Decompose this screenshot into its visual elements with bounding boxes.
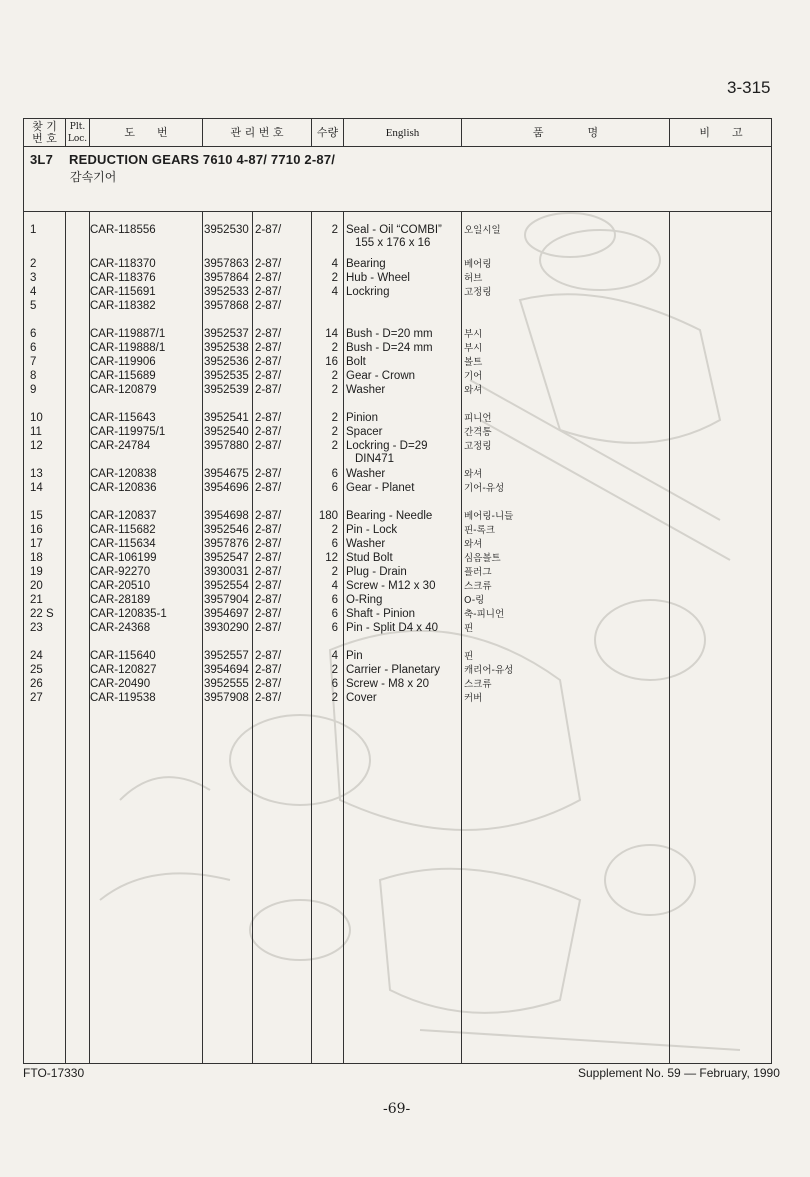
- english-name: Bearing: [346, 258, 386, 270]
- divider: [461, 211, 462, 1063]
- quantity: 6: [331, 608, 338, 620]
- date-code: 2-87/: [255, 468, 282, 480]
- english-name: Screw - M8 x 20: [346, 678, 430, 690]
- korean-name: 허브: [464, 273, 483, 284]
- mgmt-number: 3952530: [204, 224, 249, 236]
- mgmt-number: 3957876: [204, 538, 249, 550]
- find-no: 27: [30, 692, 43, 704]
- part-number: CAR-92270: [90, 566, 151, 578]
- korean-name: 부시: [464, 343, 483, 354]
- divider: [343, 119, 344, 147]
- date-code: 2-87/: [255, 482, 282, 494]
- find-no: 7: [30, 356, 37, 368]
- form-number: FTO-17330: [23, 1066, 85, 1080]
- korean-name: 피니언: [464, 413, 492, 424]
- find-no: 11: [30, 426, 42, 438]
- quantity: 6: [331, 594, 338, 606]
- section-code: 3L7: [30, 152, 54, 167]
- english-name: Lockring: [346, 286, 390, 298]
- mgmt-number: 3957864: [204, 272, 249, 284]
- quantity: 180: [318, 510, 338, 522]
- part-number: CAR-118556: [90, 224, 156, 236]
- mgmt-number: 3954696: [204, 482, 249, 494]
- find-no: 2: [30, 258, 37, 270]
- part-number: CAR-115691: [90, 286, 156, 298]
- part-number: CAR-119538: [90, 692, 156, 704]
- find-no: 25: [30, 664, 43, 676]
- quantity: 2: [331, 384, 338, 396]
- part-number: CAR-20490: [90, 678, 151, 690]
- quantity: 6: [331, 482, 338, 494]
- english-name: O-Ring: [346, 594, 383, 606]
- date-code: 2-87/: [255, 622, 282, 634]
- korean-name: 와셔: [464, 469, 483, 480]
- divider: [202, 211, 203, 1063]
- mgmt-number: 3952557: [204, 650, 249, 662]
- quantity: 2: [331, 370, 338, 382]
- quantity: 16: [325, 356, 338, 368]
- mgmt-number: 3957868: [204, 300, 249, 312]
- english-name: Washer: [346, 468, 386, 480]
- header-drawing-no: 도 번: [124, 125, 168, 139]
- date-code: 2-87/: [255, 664, 282, 676]
- find-no: 26: [30, 678, 43, 690]
- find-no: 8: [30, 370, 37, 382]
- english-name: Bush - D=24 mm: [346, 342, 433, 354]
- korean-name: 기어-유성: [464, 483, 505, 494]
- find-no: 21: [30, 594, 43, 606]
- date-code: 2-87/: [255, 594, 282, 606]
- part-number: CAR-119975/1: [90, 426, 166, 438]
- mgmt-number: 3952539: [204, 384, 249, 396]
- find-no: 6: [30, 342, 37, 354]
- part-number: CAR-118382: [90, 300, 156, 312]
- english-name: Seal - Oil “COMBI”: [346, 224, 442, 236]
- quantity: 2: [331, 412, 338, 424]
- quantity: 12: [325, 552, 338, 564]
- table-header: [24, 119, 771, 147]
- korean-name: 축-피니언: [464, 609, 505, 620]
- mgmt-number: 3952541: [204, 412, 249, 424]
- part-number: CAR-115634: [90, 538, 156, 550]
- date-code: 2-87/: [255, 538, 282, 550]
- mgmt-number: 3952537: [204, 328, 249, 340]
- find-no: 18: [30, 552, 43, 564]
- part-number: CAR-115643: [90, 412, 156, 424]
- date-code: 2-87/: [255, 440, 282, 452]
- section-title: [30, 152, 335, 167]
- part-number: CAR-119887/1: [90, 328, 166, 340]
- date-code: 2-87/: [255, 384, 282, 396]
- quantity: 2: [331, 342, 338, 354]
- quantity: 4: [331, 580, 338, 592]
- english-name: Gear - Planet: [346, 482, 415, 494]
- date-code: 2-87/: [255, 678, 282, 690]
- korean-name: 스크류: [464, 679, 492, 690]
- date-code: 2-87/: [255, 524, 282, 536]
- find-no: 23: [30, 622, 43, 634]
- header-mgmt-no: 관 리 번 호: [230, 125, 284, 139]
- quantity: 14: [325, 328, 338, 340]
- date-code: 2-87/: [255, 300, 282, 312]
- mgmt-number: 3952547: [204, 552, 249, 564]
- date-code: 2-87/: [255, 510, 282, 522]
- date-code: 2-87/: [255, 412, 282, 424]
- korean-name: 플러그: [464, 567, 492, 578]
- english-name: Pin - Split D4 x 40: [346, 622, 439, 634]
- part-number: CAR-119888/1: [90, 342, 166, 354]
- english-name-continued: 155 x 176 x 16: [355, 237, 431, 249]
- english-name: Washer: [346, 384, 386, 396]
- english-name: Spacer: [346, 426, 383, 438]
- find-no: 16: [30, 524, 43, 536]
- date-code: 2-87/: [255, 426, 282, 438]
- header-korean-name: 품 명: [532, 125, 599, 139]
- section-korean-title: 감속기어: [70, 170, 117, 184]
- english-name: Cover: [346, 692, 377, 704]
- find-no: 6: [30, 328, 37, 340]
- divider: [65, 119, 66, 147]
- quantity: 2: [331, 664, 338, 676]
- english-name: Stud Bolt: [346, 552, 393, 564]
- date-code: 2-87/: [255, 552, 282, 564]
- section-heading: REDUCTION GEARS 7610 4-87/ 7710 2-87/: [69, 152, 336, 167]
- mgmt-number: 3954675: [204, 468, 249, 480]
- korean-name: 고정링: [464, 287, 492, 298]
- mgmt-number: 3930290: [204, 622, 249, 634]
- mgmt-number: 3957863: [204, 258, 249, 270]
- korean-name: 고정링: [464, 441, 492, 452]
- korean-name: 캐리어-유성: [464, 665, 514, 676]
- quantity: 6: [331, 468, 338, 480]
- mgmt-number: 3954694: [204, 664, 249, 676]
- korean-name: 베어링: [464, 259, 492, 270]
- divider: [311, 211, 312, 1063]
- english-name: Shaft - Pinion: [346, 608, 416, 620]
- quantity: 4: [331, 258, 338, 270]
- date-code: 2-87/: [255, 224, 282, 236]
- divider: [343, 211, 344, 1063]
- divider: [669, 211, 670, 1063]
- divider: [461, 119, 462, 147]
- part-number: CAR-120836: [90, 482, 157, 494]
- part-number: CAR-120827: [90, 664, 157, 676]
- english-name: Carrier - Planetary: [346, 664, 440, 676]
- part-number: CAR-118370: [90, 258, 156, 270]
- mgmt-number: 3952535: [204, 370, 249, 382]
- divider: [252, 211, 253, 1063]
- korean-name: 베어링-니들: [464, 511, 514, 522]
- date-code: 2-87/: [255, 650, 282, 662]
- quantity: 2: [331, 426, 338, 438]
- quantity: 2: [331, 440, 338, 452]
- part-number: CAR-120835-1: [90, 608, 167, 620]
- korean-name: 부시: [464, 329, 483, 340]
- find-no: 3: [30, 272, 37, 284]
- header-remarks: 비 고: [699, 125, 743, 139]
- part-number: CAR-28189: [90, 594, 151, 606]
- date-code: 2-87/: [255, 328, 282, 340]
- find-no: 5: [30, 300, 37, 312]
- divider: [311, 119, 312, 147]
- quantity: 6: [331, 538, 338, 550]
- part-number: CAR-24784: [90, 440, 151, 452]
- mgmt-number: 3957904: [204, 594, 249, 606]
- korean-name: 볼트: [464, 357, 483, 368]
- date-code: 2-87/: [255, 342, 282, 354]
- header-plate-loc: Plt. Loc.: [67, 121, 88, 144]
- mgmt-number: 3952555: [204, 678, 249, 690]
- date-code: 2-87/: [255, 356, 282, 368]
- korean-name: 핀: [464, 623, 474, 634]
- section-divider: [24, 211, 771, 212]
- parts-table: [23, 118, 772, 1064]
- find-no: 19: [30, 566, 43, 578]
- quantity: 2: [331, 224, 338, 236]
- part-number: CAR-106199: [90, 552, 157, 564]
- english-name: Screw - M12 x 30: [346, 580, 436, 592]
- quantity: 2: [331, 272, 338, 284]
- find-no: 9: [30, 384, 37, 396]
- date-code: 2-87/: [255, 608, 282, 620]
- page-footer-number: -69-: [383, 1101, 411, 1117]
- find-no: 13: [30, 468, 43, 480]
- korean-name: 기어: [464, 371, 483, 382]
- find-no: 24: [30, 650, 43, 662]
- part-number: CAR-118376: [90, 272, 156, 284]
- part-number: CAR-115640: [90, 650, 156, 662]
- header-qty: 수량: [316, 125, 339, 139]
- supplement-note: Supplement No. 59 — February, 1990: [578, 1066, 780, 1080]
- divider: [669, 119, 670, 147]
- divider: [202, 119, 203, 147]
- mgmt-number: 3957880: [204, 440, 249, 452]
- date-code: 2-87/: [255, 566, 282, 578]
- find-no: 1: [30, 224, 37, 236]
- english-name: Bolt: [346, 356, 366, 368]
- korean-name: 심음볼트: [464, 553, 501, 564]
- part-number: CAR-120838: [90, 468, 157, 480]
- korean-name: O-링: [464, 595, 485, 606]
- quantity: 2: [331, 566, 338, 578]
- korean-name: 오일시일: [464, 225, 501, 236]
- mgmt-number: 3954697: [204, 608, 249, 620]
- korean-name: 스크류: [464, 581, 492, 592]
- quantity: 4: [331, 650, 338, 662]
- find-no: 10: [30, 412, 43, 424]
- part-number: CAR-120837: [90, 510, 157, 522]
- english-name-continued: DIN471: [355, 453, 394, 465]
- header-find-no: 찾 기 번 호: [32, 119, 57, 145]
- english-name: Pinion: [346, 412, 378, 424]
- mgmt-number: 3952533: [204, 286, 249, 298]
- header-english: English: [385, 126, 420, 139]
- find-no: 15: [30, 510, 43, 522]
- find-no: 14: [30, 482, 43, 494]
- part-number: CAR-24368: [90, 622, 151, 634]
- part-number: CAR-120879: [90, 384, 157, 396]
- divider: [65, 211, 66, 1063]
- date-code: 2-87/: [255, 370, 282, 382]
- find-no: 12: [30, 440, 43, 452]
- english-name: Bush - D=20 mm: [346, 328, 433, 340]
- quantity: 4: [331, 286, 338, 298]
- korean-name: 와셔: [464, 385, 483, 396]
- korean-name: 핀-록크: [464, 525, 495, 536]
- date-code: 2-87/: [255, 286, 282, 298]
- mgmt-number: 3952546: [204, 524, 249, 536]
- part-number: CAR-20510: [90, 580, 151, 592]
- mgmt-number: 3930031: [204, 566, 249, 578]
- english-name: Bearing - Needle: [346, 510, 433, 522]
- korean-name: 와셔: [464, 539, 483, 550]
- quantity: 6: [331, 622, 338, 634]
- page-number: 3-315: [727, 78, 771, 97]
- english-name: Plug - Drain: [346, 566, 407, 578]
- english-name: Pin: [346, 650, 363, 662]
- mgmt-number: 3954698: [204, 510, 249, 522]
- date-code: 2-87/: [255, 692, 282, 704]
- mgmt-number: 3952554: [204, 580, 249, 592]
- english-name: Gear - Crown: [346, 370, 416, 382]
- find-no: 22 S: [30, 608, 54, 620]
- divider: [89, 119, 90, 147]
- mgmt-number: 3952538: [204, 342, 249, 354]
- find-no: 4: [30, 286, 37, 298]
- mgmt-number: 3957908: [204, 692, 249, 704]
- part-number: CAR-115689: [90, 370, 156, 382]
- quantity: 2: [331, 692, 338, 704]
- korean-name: 간격통: [464, 427, 492, 438]
- date-code: 2-87/: [255, 258, 282, 270]
- date-code: 2-87/: [255, 272, 282, 284]
- part-number: CAR-119906: [90, 356, 156, 368]
- date-code: 2-87/: [255, 580, 282, 592]
- find-no: 17: [30, 538, 43, 550]
- korean-name: 커버: [464, 693, 483, 704]
- english-name: Lockring - D=29: [346, 440, 428, 452]
- english-name: Pin - Lock: [346, 524, 398, 536]
- english-name: Washer: [346, 538, 386, 550]
- english-name: Hub - Wheel: [346, 272, 410, 284]
- find-no: 20: [30, 580, 43, 592]
- mgmt-number: 3952540: [204, 426, 249, 438]
- quantity: 6: [331, 678, 338, 690]
- mgmt-number: 3952536: [204, 356, 249, 368]
- quantity: 2: [331, 524, 338, 536]
- part-number: CAR-115682: [90, 524, 156, 536]
- korean-name: 핀: [464, 651, 474, 662]
